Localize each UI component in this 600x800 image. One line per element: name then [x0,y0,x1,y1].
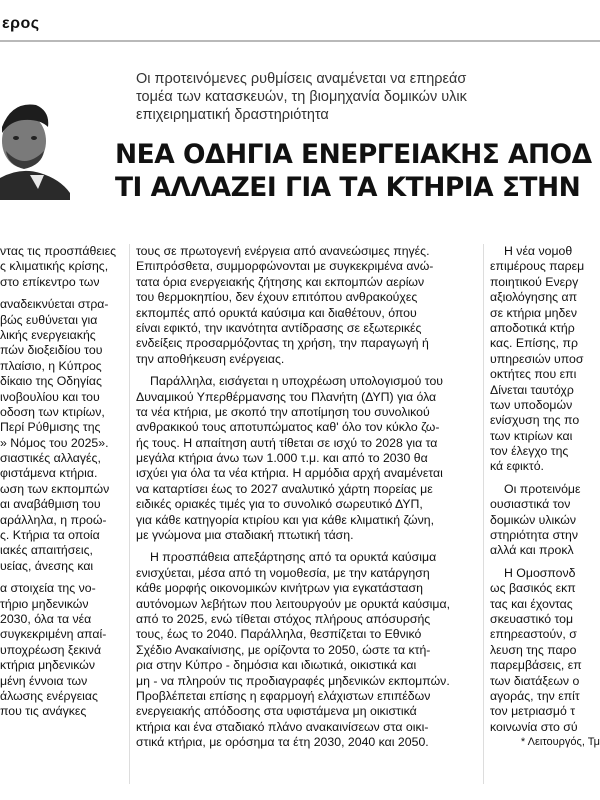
text-line: αγοράς, την επίτ [490,688,580,703]
text-line: κάθε μορφής οικονομικών κινήτρων για εγκατάσταση [136,581,423,596]
text-line: για κάθε κατηγορία κτιρίου και για κάθε κλιματική ζώνη, [136,512,435,527]
text-line: Οι προτεινόμε [504,481,581,496]
text-line: Η Ομοσπονδ [504,565,576,580]
text-line: * Λειτουργός, Τμ [520,736,600,749]
text-line: υείας, άνεσης και [0,558,94,573]
text-line: οδοση των κτιρίων, [0,404,105,419]
text-line: ενεργειακής απόδοσης στα υφιστάμενα μη οικιστικά [136,704,417,719]
text-line: κας. Επίσης, πρ [490,336,578,351]
text-line: με γνώμονα μια σταδιακή πτωτική τάση. [136,528,354,543]
text-line: ιακές απαιτήσεις, [0,543,93,558]
text-line: την αποθήκευση ενέργειας. [136,351,285,366]
text-line: ειδικές οριακές τιμές για το συνολικό σωρευτικό ΔΥΠ, [136,497,423,512]
text-line: είναι εφικτό, την ικανότητα αντίδρασης σε εξωτερικές [136,320,422,335]
text-line: Δυναμικού Υπερθέρμανσης του Πλανήτη (ΔΥΠ) για όλα [136,389,437,404]
subtitle-line: τομέα των κατασκευών, τη βιομηχανία δομικών υλικ [136,89,467,105]
text-line: τα νέα κτήρια, με σκοπό την αποτίμηση του συνολικού [136,404,430,419]
text-line: τους σε πρωτογενή ενέργεια από ανανεώσιμες πηγές. [136,244,430,258]
text-line: ως βασικός εκπ [490,581,576,596]
text-line: αλλά και προκλ [490,543,574,558]
text-line: μεγάλα κτήρια άνω των 1.000 τ.μ. και από το 2030 θα [136,451,428,466]
paragraph-gap [136,367,476,374]
text-line: Η νέα νομοθ [504,244,573,258]
text-line: α στοιχεία της νο- [0,581,96,596]
text-line: κτήρια και ένα σταδιακό πλάνο ανακαινίσεων στα οικι- [136,719,429,734]
text-column-2 [136,244,476,751]
text-line: λευση της παρο [490,642,577,657]
text-line: τήριο μηδενικών [0,596,89,611]
author-photo [0,93,70,200]
text-line: Προβλέπεται επίσης η εφαρμογή ελάχιστων επιπέδων [136,688,431,703]
text-line: συγκεκριμένη απαί- [0,627,107,642]
headline-line: ΤΙ ΑΛΛΑΖΕΙ ΓΙΑ ΤΑ ΚΤΗΡΙΑ ΣΤΗΝ [115,172,581,203]
text-line: επηρεαστούν, σ [490,627,577,642]
text-line: ής τους. Η απαίτηση αυτή τίθεται σε ισχύ το 2028 για τα [136,435,438,450]
text-line: ρια στην Κύπρο - δημόσια και ιδιωτικά, οικιστικά και [136,658,417,673]
text-line: άλωσης ενέργειας [0,688,98,703]
article-subtitle [136,70,600,124]
text-line: να καταρτίσει έως το 2027 αναλυτικό χάρτη πορείας με [136,481,433,496]
text-column-3 [490,244,600,751]
text-line: του θερμοκηπίου, δεν έχουν επιτόπου ανθρακούχες [136,290,418,305]
text-line: τον έλεγχο της [490,444,569,459]
text-line: Παράλληλα, εισάγεται η υποχρέωση υπολογισμού του [150,374,444,389]
text-line: των κτιρίων και [490,428,573,443]
paragraph-gap [136,543,476,550]
text-line: ουσιαστικά τον [490,497,571,512]
text-line: ς κλιματικής κρίσης, [0,259,109,274]
column-divider [483,244,484,784]
text-line: ινοβουλίου και του [0,389,100,404]
text-line: επιμέρους παρεμ [490,259,585,274]
text-line: ισχύει για όλα τα νέα κτήρια. Η αρμόδια αρχή αναμένεται [136,466,443,481]
text-line: υποχρέωση ξεκινά [0,642,102,657]
text-line: δομικών υλικών [490,512,577,527]
paragraph-gap [0,290,123,297]
text-line: παρεμβάσεις, επ [490,658,582,673]
text-line: υπηρεσιών υποσ [490,351,584,366]
text-line: φιστάμενα κτήρια. [0,466,98,481]
text-line: ωση των εκπομπών [0,481,110,496]
text-line: αυτόνομων λεβήτων που λειτουργούν με ορυκτά καύσιμα, [136,596,450,611]
text-line: των υποδομών [490,397,573,412]
text-line: πλαίσιο, η Κύπρος [0,358,102,373]
text-line: τας και έχοντας [490,596,573,611]
section-label: ερος [2,15,40,32]
text-line: πών διοξειδίου του [0,343,103,358]
paragraph-gap [490,475,600,482]
paragraph-gap [0,574,123,581]
text-line: σιαστικές αλλαγές, [0,451,101,466]
text-line: ενδείξεις προσαρμόζοντας τη χρήση, την παραγωγή ή [136,336,429,351]
text-line: των διατάξεων ο [490,673,580,688]
text-line: Δίνεται ταυτόχρ [490,382,574,397]
text-line: αναδεικνύεται στρα- [0,297,109,312]
text-line: » Νόμος του 2025». [0,435,109,450]
subtitle-line: επιχειρηματική δραστηριότητα [136,107,329,123]
page-header [0,0,600,40]
text-line: κά εφικτό. [490,459,544,474]
text-line: ντας τις προσπάθειες [0,244,117,258]
text-line: ενισχύεται, μέσα από τη νομοθεσία, με την κατάργηση [136,565,430,580]
text-line: στο επίκεντρο των [0,274,100,289]
text-line: 2030, όλα τα νέα [0,611,92,626]
subtitle-line: Οι προτεινόμενες ρυθμίσεις αναμένεται να επηρεάσ [136,71,467,87]
text-line: αι αναβάθμιση του [0,497,101,512]
text-line: σε κτήρια μηδεν [490,305,577,320]
text-line: στικά κτήρια, με ορόσημα τα έτη 2030, 2040 και 2050. [136,735,429,750]
text-line: από το 2025, ενώ τίθεται στόχος πλήρους απόσυρσής [136,611,431,626]
column-divider [129,244,130,784]
text-line: Η προσπάθεια απεξάρτησης από τα ορυκτά καύσιμα [150,550,437,565]
text-line: Σχέδιο Ανακαίνισης, με ορίζοντα το 2050, ώστε τα κτή- [136,642,431,657]
text-line: σκευαστικό τομ [490,611,574,626]
text-line: αράλληλα, η προώ- [0,512,107,527]
text-line: ανθρακικού τους αποτυπώματος καθ' όλο τον κύκλο ζω- [136,420,440,435]
text-line: ενίσχυση της πο [490,413,580,428]
article-headline [115,138,600,204]
text-line: βώς ευθύνεται για [0,312,98,327]
headline-line: ΝΕΑ ΟΔΗΓΙΑ ΕΝΕΡΓΕΙΑΚΗΣ ΑΠΟΔ [115,139,592,170]
text-line: ποιητικού Ενεργ [490,274,579,289]
text-line: κτήρια μηδενικών [0,658,95,673]
text-line: μένη έννοια των [0,673,88,688]
text-line: μη - να πληρούν τις προδιαγραφές μηδενικών εκπομπών. [136,673,450,688]
text-line: αξιολόγησης απ [490,290,578,305]
text-line: τους, έως το 2040. Παράλληλα, θεσπίζεται το Εθνικό [136,627,422,642]
text-line: δίκαιο της Οδηγίας [0,374,102,389]
text-column-1 [0,244,123,720]
text-line: εκπομπές από ορυκτά καύσιμα και διαθέτουν, όπου [136,305,417,320]
text-line: Περί Ρύθμισης της [0,420,101,435]
text-line: τον μετριασμό τ [490,704,576,719]
text-line: κοινωνία στο σύ [490,719,578,734]
text-line: αποδοτικά κτήρ [490,320,575,335]
top-rule [0,40,600,42]
text-line: στηριότητα στην [490,528,579,543]
text-line: που τις ανάγκες [0,704,87,719]
text-line: τατα όρια ενεργειακής ζήτησης και εκπομπών αερίων [136,274,425,289]
text-line: οκτήτες που επι [490,367,577,382]
text-line: Επιπρόσθετα, συμμορφώνονται με συγκεκριμένα ανώ- [136,259,434,274]
text-line: λικής ενεργειακής [0,327,96,342]
text-line: ς. Κτήρια τα οποία [0,528,100,543]
portrait-image [0,93,70,200]
paragraph-gap [490,559,600,566]
